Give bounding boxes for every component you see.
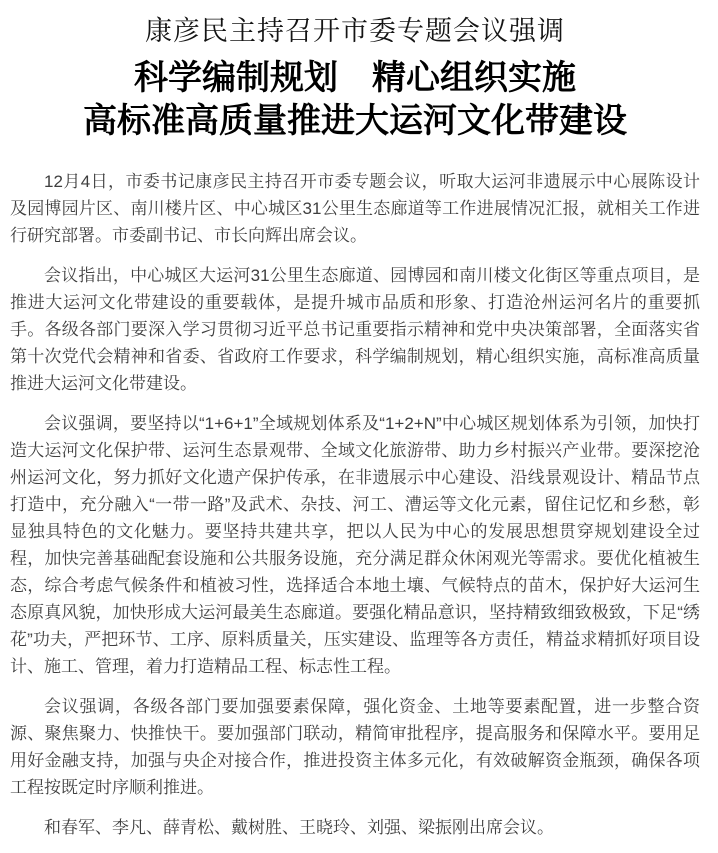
paragraph-lede: 12月4日，市委书记康彦民主持召开市委专题会议，听取大运河非遗展示中心展陈设计及园博园片区、南川楼片区、中心城区31公里生态廊道等工作进展情况汇报，就相关工作进行研究部署。市委副书记、市长向辉出席会议。 [10, 172, 700, 245]
article-headline-line-2: 高标准高质量推进大运河文化带建设 [83, 103, 627, 140]
paragraph-meeting-pointed-out: 会议指出，中心城区大运河31公里生态廊道、园博园和南川楼文化街区等重点项目，是推进大运河文化带建设的重要载体，是提升城市品质和形象、打造沧州运河名片的重要抓手。各级各部门要深入学习贯彻习近平总书记重要指示精神和党中央决策部署，全面落实省第十次党代会精神和省委、省政府工作要求，科学编制规划，精心组织实施，高标准高质量推进大运河文化带建设。 [10, 266, 700, 393]
paragraph-meeting-emphasized-support: 会议强调，各级各部门要加强要素保障，强化资金、土地等要素配置，进一步整合资源、聚焦聚力、快推快干。要加强部门联动，精简审批程序，提高服务和保障水平。要用足用好金融支持，加强与央企对接合作，推进投资主体多元化，有效破解资金瓶颈，确保各项工程按既定时序顺利推进。 [10, 697, 700, 797]
article-body [10, 168, 700, 841]
article-headline-line-1: 科学编制规划 精心组织实施 [134, 60, 576, 97]
paragraph-attendees: 和春军、李凡、薛青松、戴树胜、王晓玲、刘强、梁振刚出席会议。 [44, 818, 554, 837]
article-supertitle: 康彦民主持召开市委专题会议强调 [145, 16, 565, 46]
article-header [10, 14, 700, 143]
paragraph-meeting-emphasized-planning: 会议强调，要坚持以“1+6+1”全域规划体系及“1+2+N”中心城区规划体系为引领，加快打造大运河文化保护带、运河生态景观带、全域文化旅游带、助力乡村振兴产业带。要深挖沧州运河文化，努力抓好文化遗产保护传承，在非遗展示中心建设、沿线景观设计、精品节点打造中，充分融入“一带一路”及武术、杂技、河工、漕运等文化元素，留住记忆和乡愁，彰显独具特色的文化魅力。要坚持共建共享，把以人民为中心的发展思想贯穿规划建设全过程，加快完善基础配套设施和公共服务设施，充分满足群众休闲观光等需求。要优化植被生态，综合考虑气候条件和植被习性，选择适合本地土壤、气候特点的苗木，保护好大运河生态原真风貌，加快形成大运河最美生态廊道。要强化精品意识，坚持精致细致极致，下足“绣花”功夫，严把环节、工序、原料质量关，压实建设、监理等各方责任，精益求精抓好项目设计、施工、管理，着力打造精品工程、标志性工程。 [10, 414, 700, 676]
